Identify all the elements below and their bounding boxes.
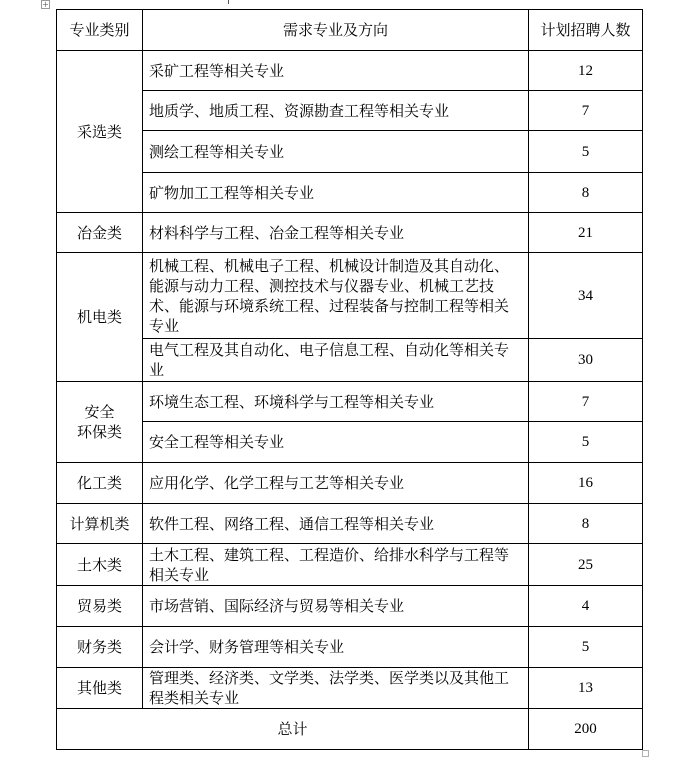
table-row	[57, 586, 643, 627]
table-row	[57, 131, 643, 173]
category-line: 安全	[84, 403, 115, 421]
major-cell[interactable]: 采矿工程等相关专业	[143, 51, 529, 91]
header-category: 专业类别	[57, 10, 143, 51]
table-row	[57, 51, 643, 91]
count-cell[interactable]: 7	[529, 382, 643, 422]
table-row	[57, 463, 643, 504]
major-cell[interactable]: 管理类、经济类、文学类、法学类、医学类以及其他工程类相关专业	[143, 668, 529, 709]
table-row	[57, 504, 643, 544]
count-cell[interactable]: 25	[529, 544, 643, 586]
major-cell[interactable]: 矿物加工工程等相关专业	[143, 173, 529, 213]
header-count: 计划招聘人数	[529, 10, 643, 51]
recruitment-table	[56, 9, 643, 750]
major-cell[interactable]: 材料科学与工程、冶金工程等相关专业	[143, 213, 529, 253]
category-cell[interactable]: 机电类	[57, 253, 143, 382]
count-cell[interactable]: 4	[529, 586, 643, 627]
count-cell[interactable]: 30	[529, 339, 643, 382]
table-row	[57, 253, 643, 339]
major-cell[interactable]: 市场营销、国际经济与贸易等相关专业	[143, 586, 529, 627]
major-cell[interactable]: 环境生态工程、环境科学与工程等相关专业	[143, 382, 529, 422]
count-cell[interactable]: 13	[529, 668, 643, 709]
header-major: 需求专业及方向	[143, 10, 529, 51]
category-cell[interactable]: 采选类	[57, 51, 143, 213]
category-line: 环保类	[76, 423, 122, 441]
major-cell[interactable]: 软件工程、网络工程、通信工程等相关专业	[143, 504, 529, 544]
count-cell[interactable]: 5	[529, 627, 643, 668]
table-row	[57, 422, 643, 463]
major-cell[interactable]: 会计学、财务管理等相关专业	[143, 627, 529, 668]
table-resize-handle-icon[interactable]	[642, 750, 649, 757]
major-cell[interactable]: 电气工程及其自动化、电子信息工程、自动化等相关专业	[143, 339, 529, 382]
table-move-handle-icon[interactable]: +	[42, 0, 49, 9]
table-row	[57, 339, 643, 382]
count-cell[interactable]: 34	[529, 253, 643, 339]
table-row	[57, 213, 643, 253]
category-cell[interactable]: 贸易类	[57, 586, 143, 627]
text-cursor	[228, 0, 229, 4]
total-row	[57, 709, 643, 750]
category-cell[interactable]: 化工类	[57, 463, 143, 504]
count-cell[interactable]: 5	[529, 422, 643, 463]
category-cell[interactable]	[57, 382, 143, 463]
table-row	[57, 627, 643, 668]
category-cell[interactable]: 财务类	[57, 627, 143, 668]
table-row	[57, 544, 643, 586]
major-cell[interactable]: 安全工程等相关专业	[143, 422, 529, 463]
major-cell[interactable]: 地质学、地质工程、资源勘查工程等相关专业	[143, 91, 529, 131]
count-cell[interactable]: 8	[529, 173, 643, 213]
category-cell[interactable]: 土木类	[57, 544, 143, 586]
count-cell[interactable]: 16	[529, 463, 643, 504]
header-row	[57, 10, 643, 51]
table-row	[57, 382, 643, 422]
table-row	[57, 91, 643, 131]
major-cell[interactable]: 土木工程、建筑工程、工程造价、给排水科学与工程等相关专业	[143, 544, 529, 586]
count-cell[interactable]: 7	[529, 91, 643, 131]
table-row	[57, 668, 643, 709]
major-cell[interactable]: 应用化学、化学工程与工艺等相关专业	[143, 463, 529, 504]
count-cell[interactable]: 21	[529, 213, 643, 253]
category-cell[interactable]: 计算机类	[57, 504, 143, 544]
major-cell[interactable]: 测绘工程等相关专业	[143, 131, 529, 173]
major-cell[interactable]: 机械工程、机械电子工程、机械设计制造及其自动化、能源与动力工程、测控技术与仪器专业、机械工艺技术、能源与环境系统工程、过程装备与控制工程等相关专业	[143, 253, 529, 339]
count-cell[interactable]: 8	[529, 504, 643, 544]
table-row	[57, 173, 643, 213]
total-label[interactable]: 总计	[57, 709, 529, 750]
count-cell[interactable]: 5	[529, 131, 643, 173]
total-count[interactable]: 200	[529, 709, 643, 750]
category-cell[interactable]: 冶金类	[57, 213, 143, 253]
category-cell[interactable]: 其他类	[57, 668, 143, 709]
count-cell[interactable]: 12	[529, 51, 643, 91]
